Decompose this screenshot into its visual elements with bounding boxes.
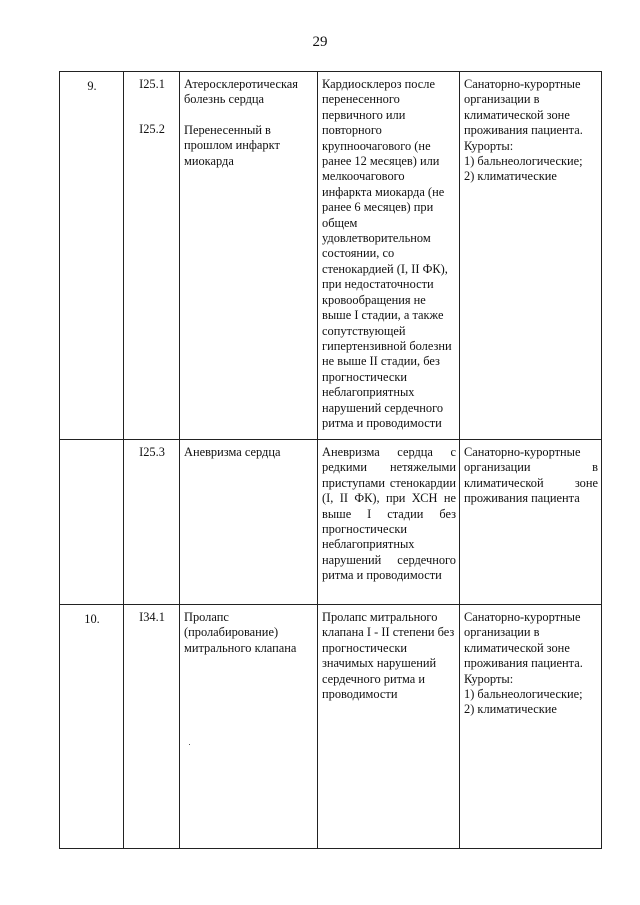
page-number: 29 [312,34,328,50]
resort-type: 2) климатические [464,169,557,184]
resorts-cell [460,605,602,849]
icd-code: I25.2 [139,122,165,137]
indication-cell: Аневризма сердца с редкими нетяжелыми приступами стенокардии (I, II ФК), при ХСН не выше I стадии без прогностически неблагоприятных нарушений сердечного ритма и проводимости [318,440,460,605]
diagnosis-name: Пролапс (пролабирование) митрального клапана [180,605,318,849]
resorts-text: Санаторно-курортные организации в климатической зоне проживания пациента [460,440,602,605]
icd-code: I25.1 [139,77,165,91]
resort-type: 2) климатические [464,702,557,717]
indication-cell: Кардиосклероз после перенесенного первичного или повторного крупноочагового (не ранее 12 месяцев) или мелкоочагового инфаркта миокарда (не ранее 6 месяцев) при общем удовлетворительном состоянии, со стенокардией (I, II ФК), при недостаточности кровообращения не выше I стадии, а также сопутствующей гипертензивной болезни не выше II стадии, без прогностически неблагоприятных нарушений сердечного ритма и проводимости [318,72,460,440]
indication-cell: Пролапс митрального клапана I - II степени без прогностически значимых нарушений сердечного ритма и проводимости [318,605,460,849]
diagnosis-cell [180,72,318,440]
diagnosis-name: Аневризма сердца [180,440,318,605]
resorts-text: Санаторно-курортные организации в климатической зоне проживания пациента. [464,610,583,671]
resorts-label: Курорты: [464,138,514,153]
icd-code-cell [124,72,180,440]
diagnosis-name: Атеросклеротическая болезнь сердца [184,77,298,107]
icd-code: I25.3 [124,440,180,605]
resorts-label: Курорты: [464,671,514,686]
table-row [60,605,602,849]
row-number: 9. [60,72,124,440]
diagnosis-name: Перенесенный в прошлом инфаркт миокарда [184,122,280,168]
row-number [60,440,124,605]
table-row [60,72,602,440]
scan-dot [189,744,190,745]
icd-code: I34.1 [124,605,180,849]
resorts-cell [460,72,602,440]
indications-table [59,71,602,849]
resorts-text: Санаторно-курортные организации в климатической зоне проживания пациента. [464,77,583,138]
resort-type: 1) бальнеологические; [464,687,583,702]
row-number: 10. [60,605,124,849]
table-row [60,440,602,605]
resort-type: 1) бальнеологические; [464,154,583,169]
